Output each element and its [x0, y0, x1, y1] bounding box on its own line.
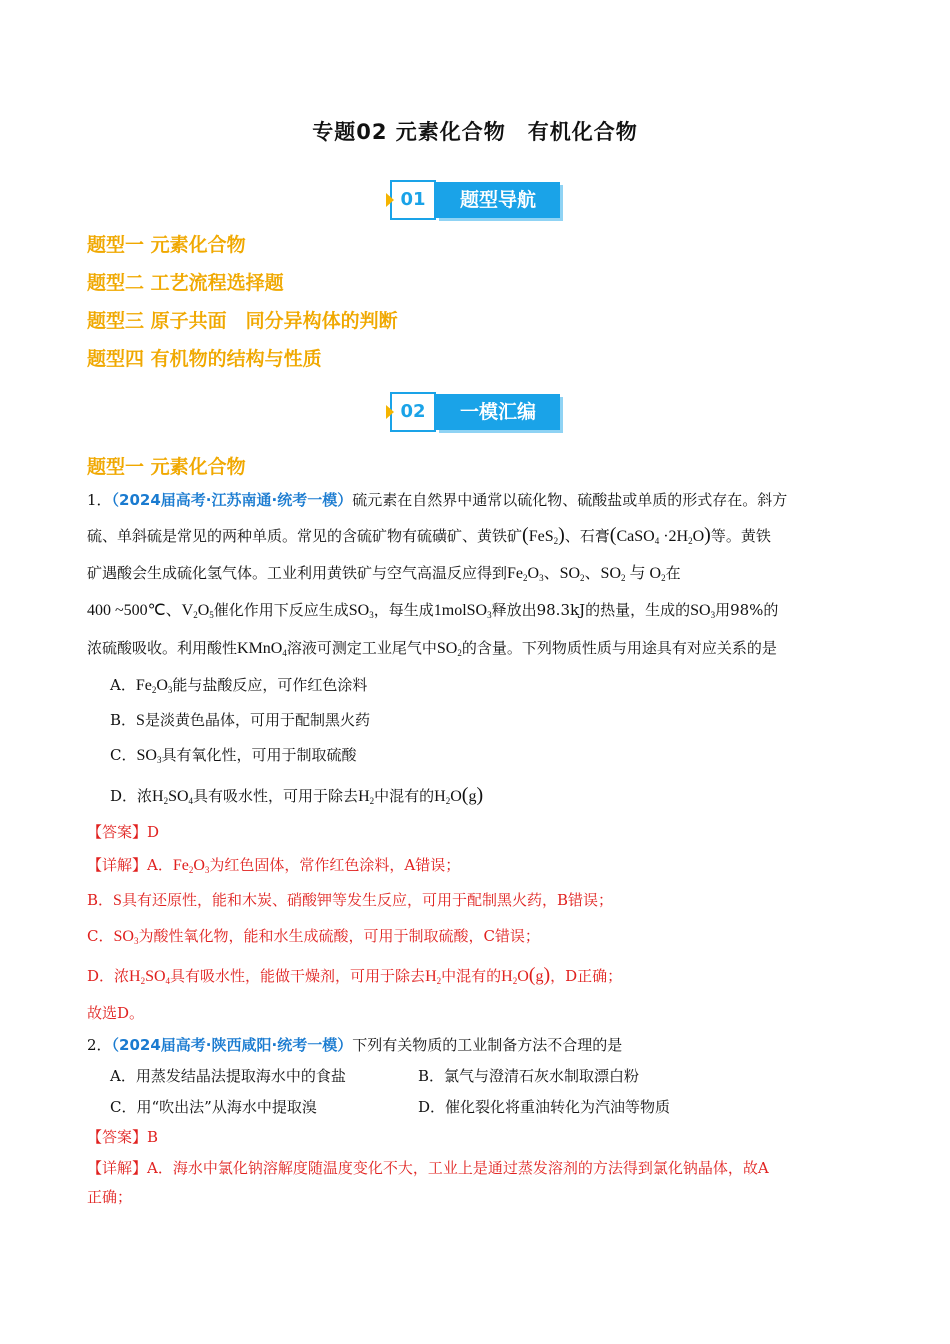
page-title: 专题02 元素化合物 有机化合物: [312, 120, 638, 144]
q2-explanation-a: 【详解】A．海水中氯化钠溶解度随温度变化不大，工业上是通过蒸发溶剂的方法得到氯化钠晶体，故A: [87, 1159, 769, 1177]
arrow-icon: [386, 405, 394, 419]
q1-answer: 【答案】D: [87, 823, 160, 841]
q1-line2: 硫、单斜硫是常见的两种单质。常见的含硫矿物有硫磺矿、黄铁矿(FeS$_2$)、石膏(CaSO$_4$ $\cdot 2H_2O$)等。黄铁: [87, 524, 771, 546]
q1-option-c[interactable]: C．$SO_3$具有氧化性，可用于制取硫酸: [110, 746, 357, 765]
q2-option-b[interactable]: B．氯气与澄清石灰水制取漂白粉: [418, 1067, 640, 1085]
nav-item-type1[interactable]: 题型一 元素化合物: [87, 234, 246, 256]
q1-line5: 浓硫酸吸收。利用酸性KMnO$_4$溶液可测定工业尾气中$SO_2$的含量。下列物质性质与用途具有对应关系的是: [87, 639, 777, 658]
q1-option-a[interactable]: A．$Fe_2O_3$能与盐酸反应，可作红色涂料: [110, 676, 368, 695]
section-banner-navigation: [390, 180, 560, 220]
q1-explanation-b: B．S具有还原性，能和木炭、硝酸钾等发生反应，可用于配制黑火药，B错误；: [87, 891, 613, 909]
q1-explanation-d: D．浓$H_2SO_4$具有吸水性，能做干燥剂，可用于除去$H_2$中混有的$H_2O(g)$，D正确；: [87, 964, 623, 986]
q2-explanation-a-cont: 正确；: [87, 1188, 133, 1206]
arrow-icon: [386, 193, 394, 207]
q2-option-c[interactable]: C．用“吹出法”从海水中提取溴: [110, 1098, 317, 1116]
q1-line1: 1．（2024届高考·江苏南通·统考一模）硫元素在自然界中通常以硫化物、硫酸盐或单质的形式存在。斜方: [87, 491, 788, 509]
q1-option-b[interactable]: B．S是淡黄色晶体，可用于配制黑火药: [110, 711, 370, 729]
q1-line4: 400 ~500℃、$V_2O_5$催化作用下反应生成$SO_3$，每生成1molSO$_3$释放出98.3kJ的热量，生成的$SO_3$用98%的: [87, 601, 779, 620]
q1-option-d[interactable]: D．浓$H_2SO_4$具有吸水性，可用于除去$H_2$中混有的$H_2O(g)$: [110, 784, 484, 806]
q1-explanation-a: 【详解】A．$Fe_2O_3$为红色固体，常作红色涂料，A错误；: [87, 856, 461, 875]
banner-number: 02: [390, 392, 436, 432]
q2-stem: 2．（2024届高考·陕西咸阳·统考一模）下列有关物质的工业制备方法不合理的是: [87, 1036, 623, 1054]
q1-line3: 矿遇酸会生成硫化氢气体。工业利用黄铁矿与空气高温反应得到$Fe_2O_3$、$SO_2$、$SO_2$ 与 $O_2$在: [87, 564, 681, 583]
q1-conclusion: 故选D。: [87, 1004, 145, 1022]
q2-source: （2024届高考·陕西咸阳·统考一模）: [111, 1036, 353, 1054]
nav-item-type2[interactable]: 题型二 工艺流程选择题: [87, 272, 284, 294]
q2-option-d[interactable]: D．催化裂化将重油转化为汽油等物质: [418, 1098, 671, 1116]
q2-answer: 【答案】B: [87, 1128, 159, 1146]
q1-source: （2024届高考·江苏南通·统考一模）: [111, 491, 353, 509]
banner-number: 01: [390, 180, 436, 220]
q1-explanation-c: C．$SO_3$为酸性氧化物，能和水生成硫酸，可用于制取硫酸，C错误；: [87, 927, 540, 946]
section-heading: 题型一 元素化合物: [87, 456, 246, 478]
banner-label: 一模汇编: [436, 394, 560, 430]
banner-label: 题型导航: [436, 182, 560, 218]
nav-item-type4[interactable]: 题型四 有机物的结构与性质: [87, 348, 322, 370]
section-banner-compilation: [390, 392, 560, 432]
q2-option-a[interactable]: A．用蒸发结晶法提取海水中的食盐: [110, 1067, 346, 1085]
nav-item-type3[interactable]: 题型三 原子共面 同分异构体的判断: [87, 310, 398, 332]
